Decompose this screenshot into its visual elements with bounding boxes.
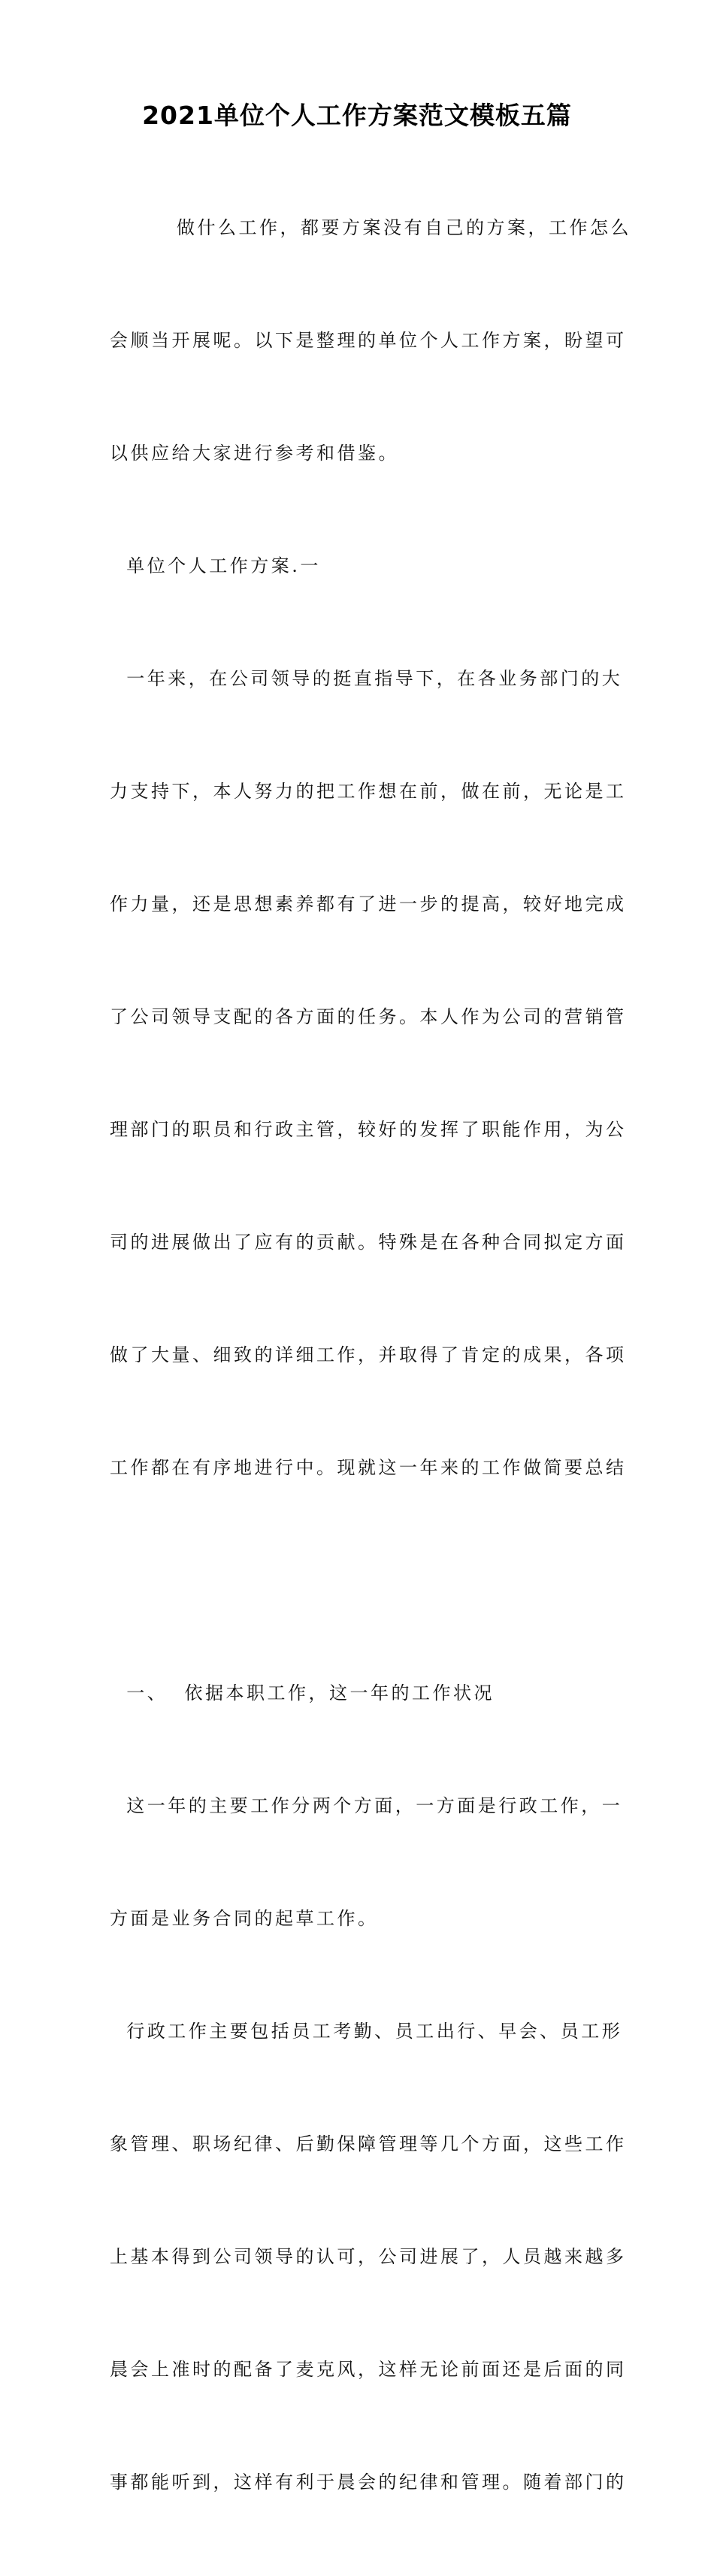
text-line: 会顺当开展呢。以下是整理的单位个人工作方案，盼望可 — [110, 330, 627, 351]
document-title: 2021单位个人工作方案范文模板五篇 — [142, 101, 572, 130]
text-line: 司的进展做出了应有的贡献。特殊是在各种合同拟定方面 — [110, 1232, 627, 1253]
text-line: 事都能听到，这样有利于晨会的纪律和管理。随着部门的 — [110, 2472, 627, 2493]
text-line: 方面是业务合同的起草工作。 — [110, 1908, 379, 1929]
text-line: 这一年的主要工作分两个方面，一方面是行政工作，一 — [110, 1795, 623, 1816]
text-line: 以供应给大家进行参考和借鉴。 — [110, 443, 399, 464]
text-line: 行政工作主要包括员工考勤、员工出行、早会、员工形 — [110, 2021, 623, 2042]
text-line: 了公司领导支配的各方面的任务。本人作为公司的营销管 — [110, 1006, 627, 1027]
section-heading: 单位个人工作方案.一 — [110, 555, 321, 576]
section-heading: 一、 依据本职工作，这一年的工作状况 — [110, 1683, 495, 1704]
text-line: 力支持下，本人努力的把工作想在前，做在前，无论是工 — [110, 781, 627, 802]
text-line: 理部门的职员和行政主管，较好的发挥了职能作用，为公 — [110, 1119, 627, 1140]
text-line: 做了大量、细致的详细工作，并取得了肯定的成果，各项 — [110, 1344, 627, 1365]
text-line: 一年来，在公司领导的挺直指导下，在各业务部门的大 — [110, 668, 623, 689]
text-line: 晨会上准时的配备了麦克风，这样无论前面还是后面的同 — [110, 2359, 627, 2380]
document-body — [110, 134, 632, 2576]
text-line: 做什么工作，都要方案没有自己的方案，工作怎么 — [110, 217, 632, 238]
text-line: 上基本得到公司领导的认可，公司进展了，人员越来越多 — [110, 2246, 627, 2267]
text-line: 作力量，还是思想素养都有了进一步的提高，较好地完成 — [110, 893, 627, 915]
blank-line — [110, 1562, 607, 1599]
text-line: 象管理、职场纪律、后勤保障管理等几个方面，这些工作 — [110, 2133, 627, 2154]
text-line: 工作都在有序地进行中。现就这一年来的工作做简要总结 — [110, 1457, 627, 1478]
